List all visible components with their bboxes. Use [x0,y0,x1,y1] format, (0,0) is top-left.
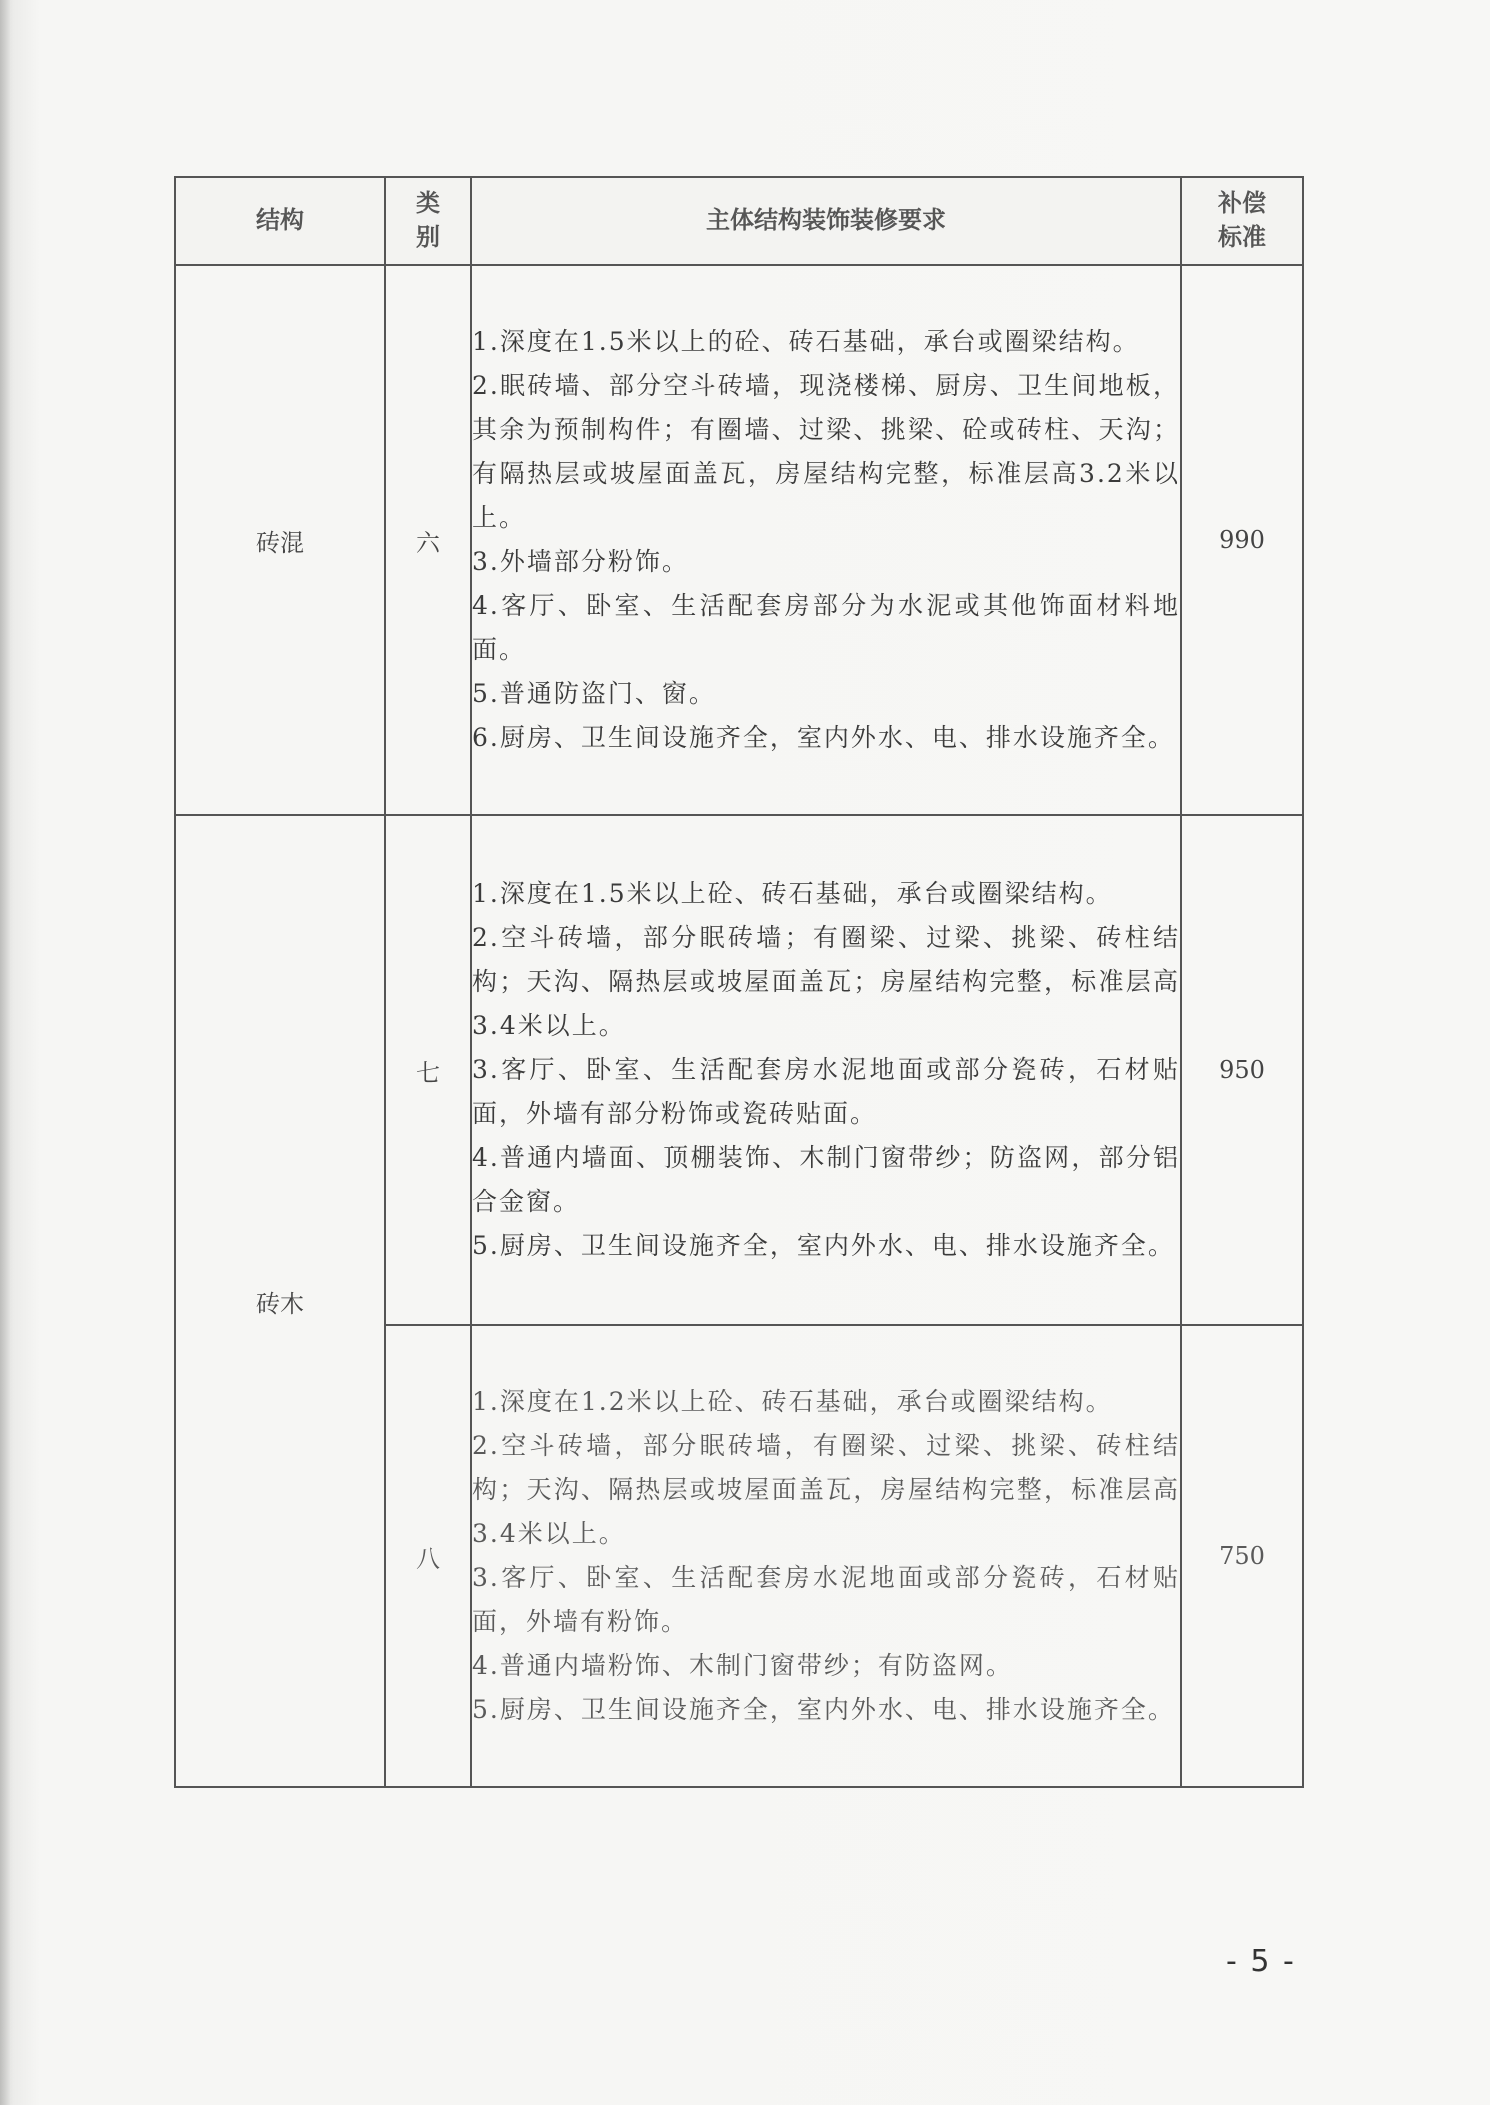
requirement-item: 4.普通内墙面、顶棚装饰、木制门窗带纱；防盗网，部分铝合金窗。 [472,1143,1180,1216]
structure-cell: 砖木 [175,815,385,1787]
header-structure: 结构 [175,177,385,265]
page-number: - 5 - [1226,1944,1296,1979]
requirement-item: 2.空斗砖墙，部分眠砖墙，有圈梁、过梁、挑梁、砖柱结构；天沟、隔热层或坡屋面盖瓦，房屋结构完整，标准层高3.4米以上。 [472,1431,1180,1548]
requirement-item: 4.普通内墙粉饰、木制门窗带纱；有防盗网。 [472,1651,1013,1680]
standard-cell: 750 [1181,1325,1303,1787]
compensation-table [174,176,1304,1788]
requirements-cell [471,815,1181,1325]
header-requirements: 主体结构装饰装修要求 [471,177,1181,265]
standard-cell: 950 [1181,815,1303,1325]
requirements-cell [471,1325,1181,1787]
category-cell: 八 [385,1325,471,1787]
header-category: 类 别 [385,177,471,265]
requirement-item: 6.厨房、卫生间设施齐全，室内外水、电、排水设施齐全。 [472,723,1175,752]
requirement-item: 5.普通防盗门、窗。 [472,679,716,708]
requirement-item: 2.眠砖墙、部分空斗砖墙，现浇楼梯、厨房、卫生间地板，其余为预制构件；有圈墙、过梁、挑梁、砼或砖柱、天沟；有隔热层或坡屋面盖瓦，房屋结构完整，标准层高3.2米以上。 [472,371,1180,532]
table-row [175,815,1303,1325]
requirement-item: 1.深度在1.5米以上砼、砖石基础，承台或圈梁结构。 [472,879,1113,908]
standard-cell: 990 [1181,265,1303,815]
requirement-item: 3.客厅、卧室、生活配套房水泥地面或部分瓷砖，石材贴面，外墙有粉饰。 [472,1563,1180,1636]
requirement-item: 3.外墙部分粉饰。 [472,547,689,576]
requirements-cell [471,265,1181,815]
category-cell: 七 [385,815,471,1325]
requirement-item: 2.空斗砖墙，部分眠砖墙；有圈梁、过梁、挑梁、砖柱结构；天沟、隔热层或坡屋面盖瓦；房屋结构完整，标准层高3.4米以上。 [472,923,1180,1040]
requirement-item: 5.厨房、卫生间设施齐全，室内外水、电、排水设施齐全。 [472,1231,1175,1260]
requirement-item: 3.客厅、卧室、生活配套房水泥地面或部分瓷砖，石材贴面，外墙有部分粉饰或瓷砖贴面。 [472,1055,1180,1128]
table-row [175,265,1303,815]
binding-spine [0,0,10,2105]
requirement-item: 5.厨房、卫生间设施齐全，室内外水、电、排水设施齐全。 [472,1695,1175,1724]
category-cell: 六 [385,265,471,815]
structure-cell: 砖混 [175,265,385,815]
table-header-row [175,177,1303,265]
requirement-item: 4.客厅、卧室、生活配套房部分为水泥或其他饰面材料地面。 [472,591,1180,664]
requirement-item: 1.深度在1.5米以上的砼、砖石基础，承台或圈梁结构。 [472,327,1140,356]
header-standard: 补偿 标准 [1181,177,1303,265]
requirement-item: 1.深度在1.2米以上砼、砖石基础，承台或圈梁结构。 [472,1387,1113,1416]
